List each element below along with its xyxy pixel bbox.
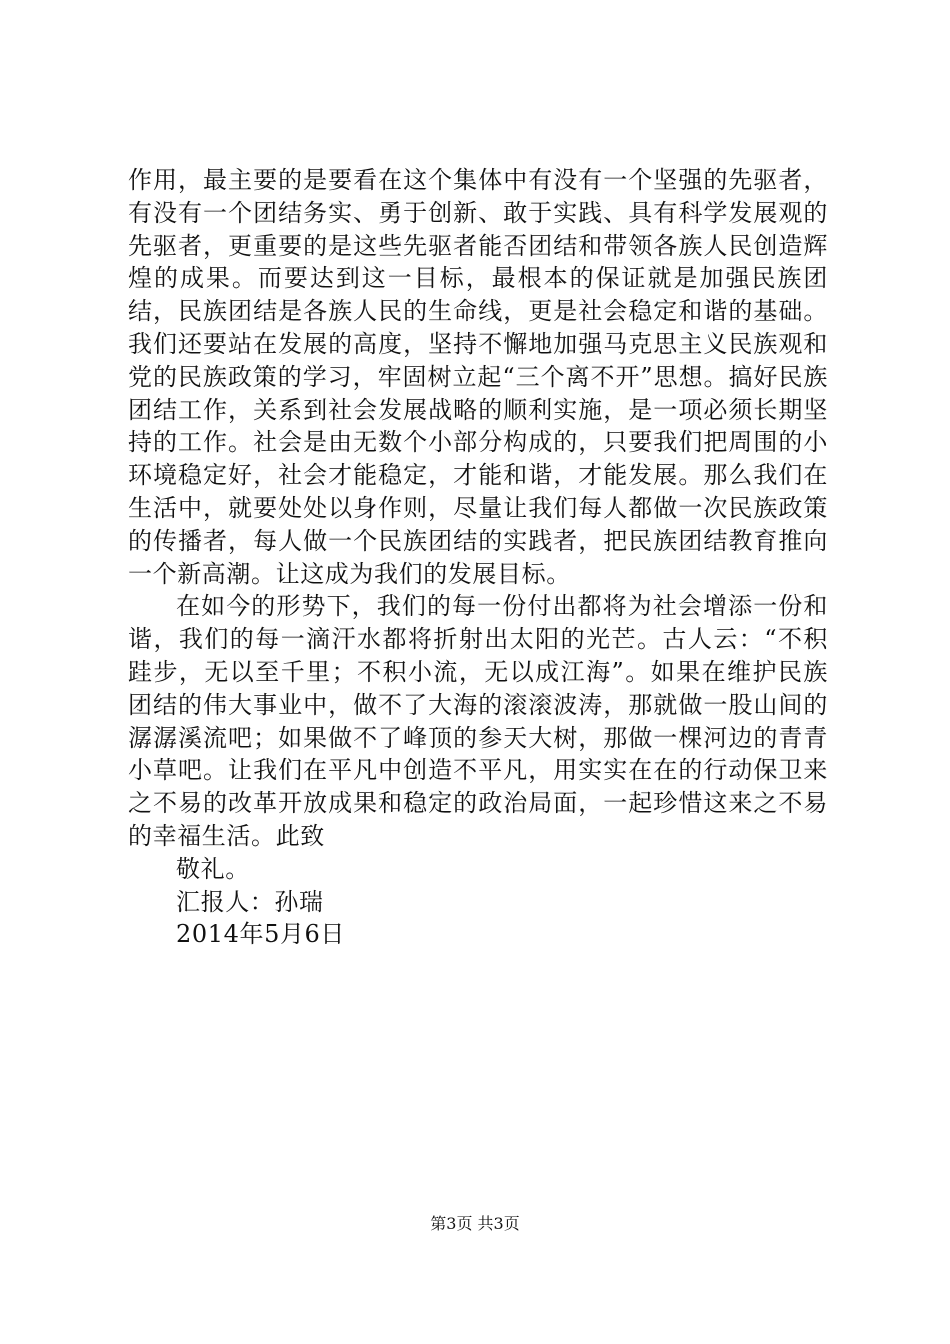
closing-salutation: 敬礼。 (176, 854, 250, 883)
reporter-signature: 汇报人：孙瑞 (176, 887, 324, 916)
paragraph-2: 在如今的形势下，我们的每一份付出都将为社会增添一份和谐，我们的每一滴汗水都将折射出太阳的光芒。古人云：“不积跬步，无以至千里；不积小流，无以成江海”。如果在维护民族团结的伟大事业中，做不了大海的滚滚波涛，那就做一股山间的潺潺溪流吧；如果做不了峰顶的参天大树，那做一棵河边的青青小草吧。让我们在平凡中创造不平凡，用实实在在的行动保卫来之不易的改革开放成果和稳定的政治局面，一起珍惜这来之不易的幸福生活。此致 (128, 592, 828, 850)
report-date: 2014年5月6日 (176, 920, 346, 949)
document-body (128, 164, 828, 951)
paragraph-1: 作用，最主要的是要看在这个集体中有没有一个坚强的先驱者，有没有一个团结务实、勇于创新、敢于实践、具有科学发展观的先驱者，更重要的是这些先驱者能否团结和带领各族人民创造辉煌的成果。而要达到这一目标，最根本的保证就是加强民族团结，民族团结是各族人民的生命线，更是社会稳定和谐的基础。我们还要站在发展的高度，坚持不懈地加强马克思主义民族观和党的民族政策的学习，牢固树立起“三个离不开”思想。搞好民族团结工作，关系到社会发展战略的顺利实施，是一项必须长期坚持的工作。社会是由无数个小部分构成的，只要我们把周围的小环境稳定好，社会才能稳定，才能和谐，才能发展。那么我们在生活中，就要处处以身作则，尽量让我们每人都做一次民族政策的传播者，每人做一个民族团结的实践者，把民族团结教育推向一个新高潮。让这成为我们的发展目标。 (128, 166, 828, 588)
page-footer: 第3页 共3页 (430, 1214, 520, 1233)
